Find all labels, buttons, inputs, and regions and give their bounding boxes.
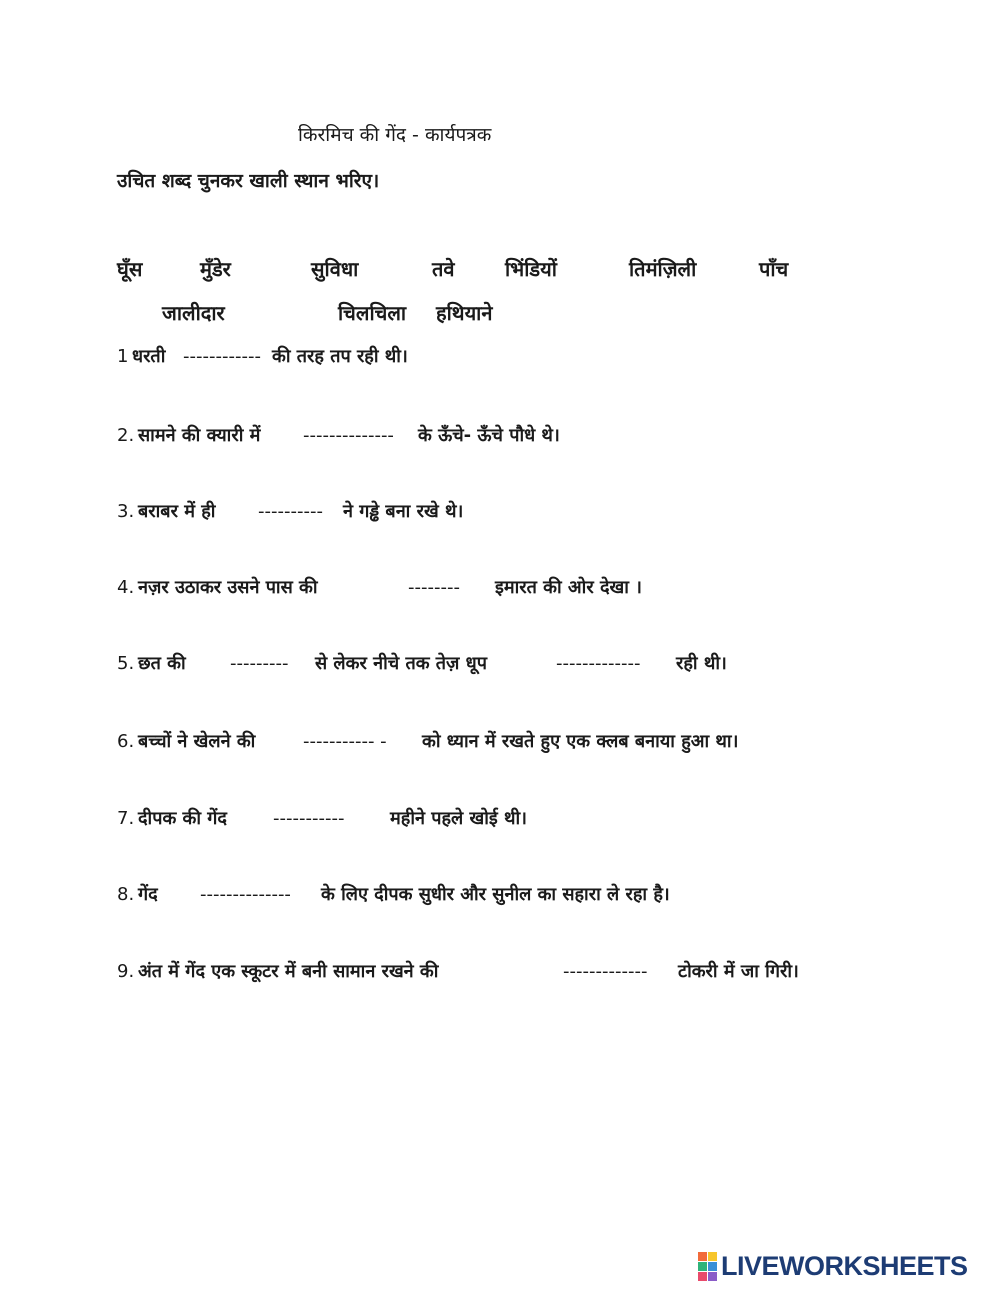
logo-block xyxy=(698,1252,707,1261)
question-text: गेंद xyxy=(138,884,158,905)
instruction-text: उचित शब्द चुनकर खाली स्थान भरिए। xyxy=(117,170,380,192)
question-text: छत की xyxy=(138,653,186,674)
question-text: अंत में गेंद एक स्कूटर में बनी सामान रखने की xyxy=(138,961,439,982)
question-number: 2. xyxy=(117,425,135,446)
question-number: 8. xyxy=(117,884,135,905)
blank-field[interactable]: -------------- xyxy=(303,425,394,446)
word-bank-item: जालीदार xyxy=(162,301,225,325)
question-text: को ध्यान में रखते हुए एक क्लब बनाया हुआ था। xyxy=(422,731,739,752)
question-text: धरती xyxy=(132,346,166,367)
blank-field[interactable]: -------------- xyxy=(200,884,291,905)
question-number: 7. xyxy=(117,808,135,829)
question-text: नज़र उठाकर उसने पास की xyxy=(138,577,318,598)
question-text: के लिए दीपक सुधीर और सुनील का सहारा ले रहा है। xyxy=(321,884,670,905)
question-text: इमारत की ओर देखा । xyxy=(495,577,642,598)
blank-field[interactable]: ------------- xyxy=(556,653,641,674)
word-bank-item: चिलचिला xyxy=(338,301,407,325)
word-bank-item: तिमंज़िली xyxy=(629,257,697,281)
question-text: की तरह तप रही थी। xyxy=(272,346,408,367)
question-text: से लेकर नीचे तक तेज़ धूप xyxy=(315,653,487,674)
word-bank-item: भिंडियों xyxy=(505,257,557,281)
blank-field[interactable]: ------------- xyxy=(563,961,648,982)
logo-block xyxy=(708,1252,717,1261)
logo-block xyxy=(698,1262,707,1271)
question-text: महीने पहले खोई थी। xyxy=(390,808,527,829)
word-bank-item: पाँच xyxy=(759,257,789,281)
word-bank-item: तवे xyxy=(432,257,455,281)
word-bank-item: घूँस xyxy=(117,257,143,281)
question-text: सामने की क्यारी में xyxy=(138,425,261,446)
question-text: बच्चों ने खेलने की xyxy=(138,731,256,752)
logo-block xyxy=(708,1262,717,1271)
question-number: 6. xyxy=(117,731,135,752)
question-number: 5. xyxy=(117,653,135,674)
word-bank-item: सुविधा xyxy=(311,257,359,281)
blank-field[interactable]: --------- xyxy=(230,653,289,674)
question-text: ने गड्ढे बना रखे थे। xyxy=(343,501,464,522)
blank-field[interactable]: ----------- - xyxy=(303,731,387,752)
blank-field[interactable]: ---------- xyxy=(258,501,323,522)
question-text: के ऊँचे- ऊँचे पौधे थे। xyxy=(418,425,560,446)
logo-blocks-icon xyxy=(698,1252,717,1281)
blank-field[interactable]: ----------- xyxy=(273,808,345,829)
word-bank-item: हथियाने xyxy=(436,301,493,325)
question-number: 1 xyxy=(117,346,129,367)
question-number: 4. xyxy=(117,577,135,598)
question-number: 3. xyxy=(117,501,135,522)
question-text: रही थी। xyxy=(676,653,727,674)
word-bank-item: मुँडेर xyxy=(200,257,231,281)
logo-block xyxy=(698,1272,707,1281)
question-number: 9. xyxy=(117,961,135,982)
blank-field[interactable]: ------------ xyxy=(183,346,261,367)
page-title: किरमिच की गेंद - कार्यपत्रक xyxy=(298,124,492,146)
question-text: दीपक की गेंद xyxy=(138,808,227,829)
question-text: टोकरी में जा गिरी। xyxy=(678,961,799,982)
blank-field[interactable]: -------- xyxy=(408,577,460,598)
logo-block xyxy=(708,1272,717,1281)
logo-text: LIVEWORKSHEETS xyxy=(721,1250,968,1281)
liveworksheets-logo xyxy=(698,1252,968,1280)
question-text: बराबर में ही xyxy=(138,501,216,522)
